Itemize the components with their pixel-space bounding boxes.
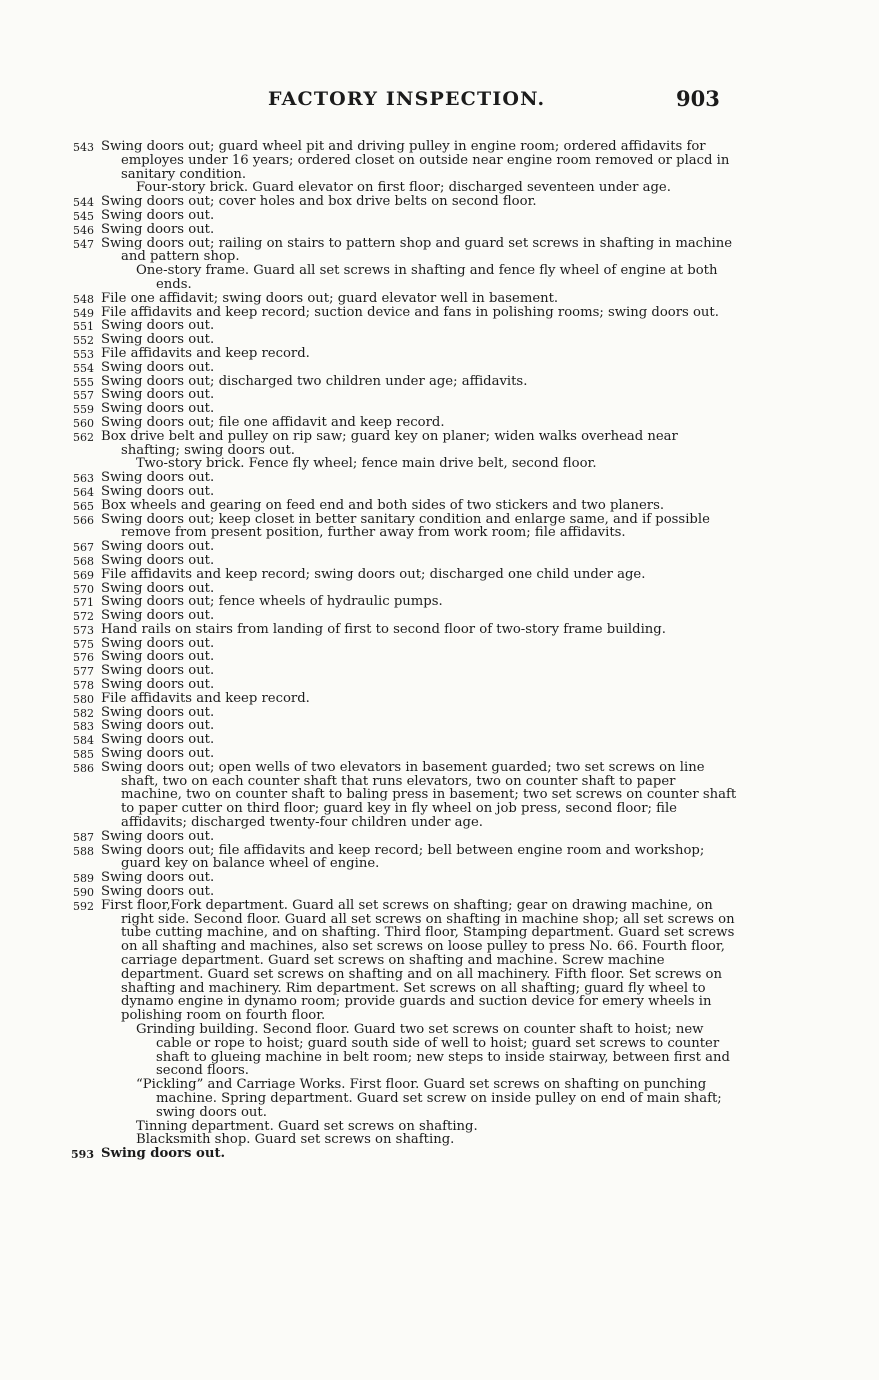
entry-number: 583 <box>73 720 94 734</box>
entry-text: Swing doors out. <box>101 359 215 375</box>
entry-number: 567 <box>73 541 94 555</box>
entry-number: 569 <box>73 568 94 582</box>
inspection-entry <box>60 830 740 844</box>
entry-text: Swing doors out. <box>101 552 215 568</box>
inspection-entry <box>60 678 740 692</box>
entry-text: Swing doors out. <box>101 884 215 900</box>
entry-text: Swing doors out. <box>101 635 215 651</box>
entry-text: File affidavits and keep record. <box>101 690 310 706</box>
inspection-entry <box>60 885 740 899</box>
entry-text: Swing doors out. <box>101 746 215 762</box>
entry-text: Swing doors out. <box>101 483 215 499</box>
entry-number: 576 <box>73 651 94 665</box>
entry-number: 548 <box>73 292 94 306</box>
entry-text: Swing doors out. <box>101 1146 226 1162</box>
inspection-entry <box>60 568 740 582</box>
inspection-entry <box>60 292 740 306</box>
entry-number: 544 <box>73 196 94 210</box>
inspection-entry <box>60 361 740 375</box>
inspection-entry <box>60 733 740 747</box>
entry-number: 565 <box>73 499 94 513</box>
entry-number: 547 <box>73 237 94 251</box>
inspection-entry <box>60 195 740 209</box>
entry-number: 592 <box>73 899 94 913</box>
inspection-entry <box>60 347 740 361</box>
entry-text: Swing doors out. <box>101 870 215 886</box>
entry-text: Swing doors out. <box>101 704 215 720</box>
entry-number: 564 <box>73 485 94 499</box>
entry-number: 586 <box>73 761 94 775</box>
inspection-entry <box>60 319 740 333</box>
entry-text: Swing doors out; open wells of two elevators in basement guarded; two set screws on line shaft, two on each counter shaft that runs elevators, two on counter shaft to paper machine, two on counter shaft to baling press in basement; two set screws on counter shaft to paper cutter on third floor; guard key in fly wheel on job press, second floor; file affidavits; discharged twenty-four children under age. <box>101 759 737 831</box>
sub-entry <box>60 181 740 195</box>
entry-text: File affidavits and keep record. <box>101 345 310 361</box>
entry-text: Swing doors out; fence wheels of hydraulic pumps. <box>101 594 443 610</box>
entry-text: Tinning department. Guard set screws on shafting. <box>136 1118 478 1134</box>
entry-text: Swing doors out. <box>101 828 215 844</box>
inspection-entry <box>60 664 740 678</box>
entry-text: File affidavits and keep record; swing doors out; discharged one child under age. <box>101 566 646 582</box>
inspection-entry <box>60 595 740 609</box>
inspection-entry <box>60 333 740 347</box>
inspection-entry <box>60 554 740 568</box>
page-number: 903 <box>676 86 720 111</box>
sub-entry <box>60 1120 740 1134</box>
inspection-entry <box>60 899 740 1023</box>
inspection-entry <box>60 692 740 706</box>
entry-text: Swing doors out. <box>101 401 215 417</box>
entry-number: 590 <box>73 886 94 900</box>
entry-text: Swing doors out. <box>101 332 215 348</box>
inspection-entry <box>60 223 740 237</box>
entry-number: 545 <box>73 209 94 223</box>
entry-number: 571 <box>73 596 94 610</box>
entry-number: 559 <box>73 403 94 417</box>
entry-number: 575 <box>73 637 94 651</box>
inspection-entry <box>60 623 740 637</box>
entry-text: Swing doors out; guard wheel pit and driving pulley in engine room; ordered affidavits for employes under 16 years; ordered closet on outside near engine room removed or placd in sanitary condition. <box>101 139 730 182</box>
entry-text: File affidavits and keep record; suction device and fans in polishing rooms; swing doors out. <box>101 304 719 320</box>
entry-text: Swing doors out; file affidavits and keep record; bell between engine room and workshop; guard key on balance wheel of engine. <box>101 842 705 872</box>
entry-text: First floor,Fork department. Guard all set screws on shafting; gear on drawing machine, on right side. Second floor. Guard all set screws on shafting in machine shop; all set screws on tube cutting machine, and on shafting. Third floor, Stamping department. Guard set screws on all shafting and machines, also set screws on loose pulley to press No. 66. Fourth floor, carriage department. Guard set screws on shafting and machine. Screw machine department. Guard set screws on shafting and on all machinery. Fifth floor. Set screws on shafting and machinery. Rim department. Set screws on all shafting; guard fly wheel to dynamo engine in dynamo room; provide guards and suction device for emery wheels in polishing room on fourth floor. <box>101 897 735 1024</box>
entry-text: Grinding building. Second floor. Guard two set screws on counter shaft to hoist; new cable or rope to hoist; guard south side of well to hoist; guard set screws to counter shaft to glueing machine in belt room; new steps to inside stairway, between first and second floors. <box>136 1022 730 1079</box>
entry-text: Hand rails on stairs from landing of first to second floor of two-story frame building. <box>101 621 666 637</box>
entry-text: Swing doors out; discharged two children under age; affidavits. <box>101 373 528 389</box>
inspection-entry <box>60 306 740 320</box>
entry-number: 551 <box>73 320 94 334</box>
entry-number: 549 <box>73 306 94 320</box>
page-title: FACTORY INSPECTION. <box>268 88 546 110</box>
entry-text: Swing doors out. <box>101 221 215 237</box>
entry-number: 585 <box>73 748 94 762</box>
entry-text: Swing doors out. <box>101 663 215 679</box>
inspection-entry <box>60 844 740 872</box>
inspection-entry <box>60 471 740 485</box>
inspection-entry <box>60 761 740 830</box>
inspection-entry <box>60 499 740 513</box>
entry-number: 570 <box>73 582 94 596</box>
entry-number: 543 <box>73 141 94 154</box>
entry-text: Swing doors out. <box>101 608 215 624</box>
entry-number: 572 <box>73 610 94 624</box>
entry-text: Swing doors out. <box>101 207 215 223</box>
entry-text: Swing doors out. <box>101 387 215 403</box>
entry-number: 578 <box>73 679 94 693</box>
entry-number: 582 <box>73 706 94 720</box>
inspection-entry <box>60 637 740 651</box>
entry-text: Swing doors out. <box>101 732 215 748</box>
entry-text: Swing doors out; file one affidavit and keep record. <box>101 414 445 430</box>
entry-text: Box wheels and gearing on feed end and both sides of two stickers and two planers. <box>101 497 665 513</box>
inspection-entry <box>60 140 740 181</box>
entry-number: 573 <box>73 623 94 637</box>
inspection-entry <box>60 1147 740 1161</box>
entry-number: 580 <box>73 692 94 706</box>
inspection-entry <box>60 582 740 596</box>
entry-text: Four-story brick. Guard elevator on first floor; discharged seventeen under age. <box>136 180 671 196</box>
entry-text: Swing doors out. <box>101 677 215 693</box>
entry-number: 546 <box>73 223 94 237</box>
entry-text: One-story frame. Guard all set screws in shafting and fence fly wheel of engine at both ends. <box>136 263 718 292</box>
inspection-entry <box>60 540 740 554</box>
inspection-entry <box>60 375 740 389</box>
entry-number: 562 <box>73 430 94 444</box>
entry-number: 568 <box>73 554 94 568</box>
inspection-entry <box>60 871 740 885</box>
entry-number: 552 <box>73 334 94 348</box>
entry-text: Swing doors out; cover holes and box drive belts on second floor. <box>101 194 537 210</box>
entry-number: 593 <box>71 1148 94 1162</box>
inspection-entry <box>60 650 740 664</box>
entry-number: 577 <box>73 665 94 679</box>
sub-entry <box>60 1078 740 1119</box>
entry-text: Two-story brick. Fence fly wheel; fence main drive belt, second floor. <box>136 456 597 472</box>
sub-entry <box>60 264 740 292</box>
inspection-entry <box>60 609 740 623</box>
running-header <box>0 88 879 118</box>
inspection-entry <box>60 416 740 430</box>
entry-text: Swing doors out. <box>101 470 215 486</box>
entry-number: 566 <box>73 513 94 527</box>
entry-text: Swing doors out; railing on stairs to pattern shop and guard set screws in shafting in machine and pattern shop. <box>101 235 733 265</box>
entry-number: 587 <box>73 830 94 844</box>
entry-text: Swing doors out. <box>101 539 215 555</box>
inspection-entry <box>60 209 740 223</box>
inspection-entry <box>60 719 740 733</box>
entry-text: “Pickling” and Carriage Works. First floor. Guard set screws on shafting on punching machine. Spring department. Guard set screw on inside pulley on end of main shaft; swing doors out. <box>136 1077 722 1120</box>
entry-number: 560 <box>73 416 94 430</box>
inspection-entry <box>60 485 740 499</box>
inspection-entry <box>60 402 740 416</box>
inspection-entry <box>60 747 740 761</box>
entry-number: 584 <box>73 734 94 748</box>
sub-entry <box>60 1133 740 1147</box>
entry-text: File one affidavit; swing doors out; guard elevator well in basement. <box>101 290 559 306</box>
inspection-entry <box>60 430 740 458</box>
inspection-entry <box>60 237 740 265</box>
entry-number: 557 <box>73 389 94 403</box>
entry-list <box>60 140 740 1161</box>
entry-number: 554 <box>73 361 94 375</box>
entry-text: Swing doors out. <box>101 649 215 665</box>
entry-number: 589 <box>73 872 94 886</box>
entry-number: 555 <box>73 375 94 389</box>
entry-text: Blacksmith shop. Guard set screws on shafting. <box>136 1132 455 1148</box>
entry-number: 563 <box>73 472 94 486</box>
inspection-entry <box>60 513 740 541</box>
entry-text: Swing doors out. <box>101 718 215 734</box>
entry-number: 553 <box>73 347 94 361</box>
entry-text: Swing doors out. <box>101 580 215 596</box>
sub-entry <box>60 457 740 471</box>
inspection-entry <box>60 388 740 402</box>
entry-text: Swing doors out; keep closet in better sanitary condition and enlarge same, and if possible remove from present position, further away from work room; file affidavits. <box>101 511 710 541</box>
entry-text: Box drive belt and pulley on rip saw; guard key on planer; widen walks overhead near shafting; swing doors out. <box>101 428 678 458</box>
inspection-entry <box>60 706 740 720</box>
sub-entry <box>60 1023 740 1078</box>
entry-text: Swing doors out. <box>101 318 215 334</box>
entry-number: 588 <box>73 844 94 858</box>
